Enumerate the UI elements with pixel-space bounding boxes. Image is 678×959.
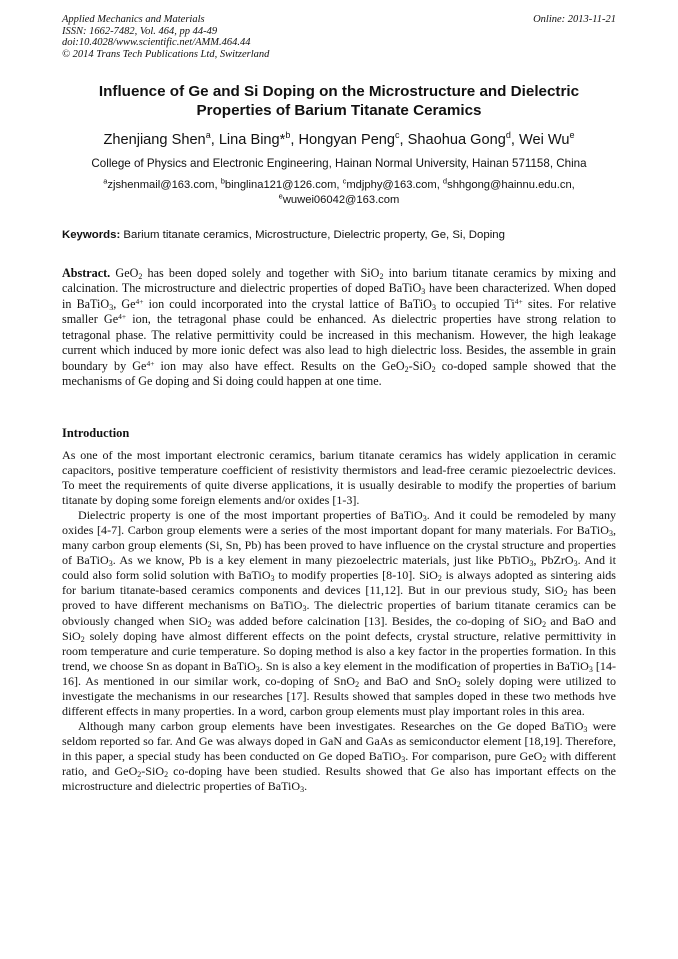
email-address — [220, 176, 337, 191]
author-mark: e — [569, 130, 575, 141]
keywords-text: Barium titanate ceramics, Microstructure, Dielectric property, Ge, Si, Doping — [123, 229, 505, 241]
author — [103, 132, 210, 148]
author-name: Lina Bing* — [218, 132, 286, 148]
body-paragraph: Although many carbon group elements have been investigates. Researches on the Ge doped BaTiO$_3$ were seldom reported so far. And Ge was always doped in GaN and GaAs as semiconductor element [18,19]. Therefore, in this paper, a special study has been conducted on Ge doped BaTiO$_3$. For comparison, pure GeO$_2$ with different ratio, and GeO$_2$-SiO$_2$ co-doping have been studied. Results showed that Ge also has important effects on the microstructure and dielectric properties of BaTiO$_3$. — [62, 718, 617, 795]
journal-name: Applied Mechanics and Materials — [62, 14, 205, 25]
introduction-body — [62, 448, 616, 794]
author-name: Shaohua Gong — [407, 132, 506, 148]
author-list: Zhenjiang Shen$^a$, Lina Bing*$^b$, Hongyan Peng$^c$, Shaohua Gong$^d$, Wei Wu$^e$ — [103, 130, 575, 148]
abstract-label: Abstract. — [62, 266, 111, 280]
affiliation: College of Physics and Electronic Engineering, Hainan Normal University, Hainan 571158, China — [91, 157, 587, 170]
email-mark: c — [342, 176, 347, 186]
author-mark: c — [395, 130, 400, 141]
author — [519, 132, 575, 148]
title-line-1: Influence of Ge and Si Doping on the Microstructure and Dielectric — [98, 83, 580, 100]
abstract — [62, 266, 616, 390]
author — [298, 132, 399, 148]
title-line-2: Properties of Barium Titanate Ceramics — [196, 101, 482, 119]
keywords — [62, 228, 616, 242]
email-address — [342, 176, 437, 191]
body-paragraph: As one of the most important electronic ceramics, barium titanate ceramics has widely application in ceramic capacitors, positive temperature coefficient of resistivity thermistors and lead-free ceramic piezoelectric devices. To meet the requirements of quite diverse applications, it is usually desirable to modify the properties of barium titanate by doping some foreign elements and/or oxides [1-3]. — [62, 448, 616, 508]
introduction-heading: Introduction — [62, 426, 130, 440]
paper-title — [62, 83, 616, 120]
email-text: binglina121@126.com — [224, 179, 337, 191]
body-paragraph: Dielectric property is one of the most important properties of BaTiO$_3$. And it could be remodeled by many oxides [4-7]. Carbon group elements were a series of the most important dopant for many materials. For BaTiO$_3$, many carbon group elements (Si, Sn, Pb) has been proved to have influence on the crystal structure and properties of BaTiO$_3$. As we know, Pb is a key element in many piezoelectric materials, just like PbTiO$_3$, PbZrO$_3$. And it could also form solid solution with BaTiO$_3$ to modify properties [8-10]. SiO$_2$ is always adopted as sintering aids for barium titanate-based ceramics components and devices [11,12]. But in our previous study, SiO$_2$ has been proved to have different mechanisms on BaTiO$_3$. The dielectric properties of barium titanate ceramics can be obviously changed when SiO$_2$ was added before calcination [13]. Besides, the co-doping of SiO$_2$ and BaO and SiO$_2$ solely doping have almost different effects on the point defects, crystal structure, relative permittivity in room temperature and curie temperature. So doping method is also a key factor in the properties formation. In this trend, we choose Sn as dopant in BaTiO$_3$. Sn is also a key element in the modification of properties in BaTiO$_3$ [14-16]. As mentioned in our similar work, co-doping of SnO$_2$ and BaO and SnO$_2$ solely doping were utilized to investigate the mechanisms in our researches [17]. Results showed that samples doped in these two methods hve different effects in many properties. In a word, carbon group elements must play important roles in this area. — [62, 508, 617, 718]
author-name: Hongyan Peng — [298, 132, 396, 148]
email-address — [442, 176, 575, 191]
online-date: Online: 2013-11-21 — [533, 14, 616, 25]
author-mark: d — [505, 130, 511, 141]
email-text: shhgong@hainnu.edu.cn, — [447, 179, 575, 191]
doi-line: doi:10.4028/www.scientific.net/AMM.464.44 — [62, 37, 251, 49]
keywords-label: Keywords: — [62, 229, 121, 241]
email-list: $^a$zjshenmail@163.com, $^b$binglina121@126.com, $^c$mdjphy@163.com, $^d$shhgong@hainnu.edu.cn, $^e$wuwei06042@163.com — [103, 176, 575, 206]
abstract-text: GeO$_2$ has been doped solely and together with SiO$_2$ into barium titanate ceramics by mixing and calcination. The microstructure and dielectric properties of doped BaTiO$_3$ have been characterized. When doped in BaTiO$_3$, $Ge^{4+}$ ion could incorporated into the crystal lattice of BaTiO$_3$ to occupied $Ti^{4+}$ sites. For relative smaller $Ge^{4+}$ ion, the tetragonal phase could be enhanced. As dielectric properties have strong relation to tetragonal phase. The relative permittivity could be increased in this mechanism. However, the high leakage current which induced by more ionic defect was also lead to high dielectric loss. Besides, the assemble in grain boundary by $Ge^{4+}$ ion may also have effect. Results on the GeO$_2$-SiO$_2$ co-doped sample showed that the mechanisms of Ge doping and Si doing could happen at one time. — [62, 266, 616, 389]
author — [408, 132, 511, 148]
author — [219, 132, 291, 148]
author-mark: a — [205, 130, 211, 141]
email-mark: e — [278, 190, 283, 200]
email-address — [278, 190, 400, 206]
copyright-line: © 2014 Trans Tech Publications Ltd, Switzerland — [62, 48, 270, 60]
email-mark: d — [442, 176, 448, 186]
email-address — [103, 176, 215, 191]
email-text: mdjphy@163.com — [346, 179, 437, 191]
email-mark: a — [103, 176, 108, 186]
author-name: Wei Wu — [518, 132, 570, 148]
email-text: wuwei06042@163.com — [282, 193, 400, 206]
journal-header — [62, 14, 616, 60]
author-name: Zhenjiang Shen — [103, 132, 206, 148]
issn-line: ISSN: 1662-7482, Vol. 464, pp 44-49 — [62, 25, 218, 37]
author-mark: b — [285, 130, 291, 141]
email-mark: b — [220, 176, 225, 186]
email-text: zjshenmail@163.com — [107, 179, 215, 191]
